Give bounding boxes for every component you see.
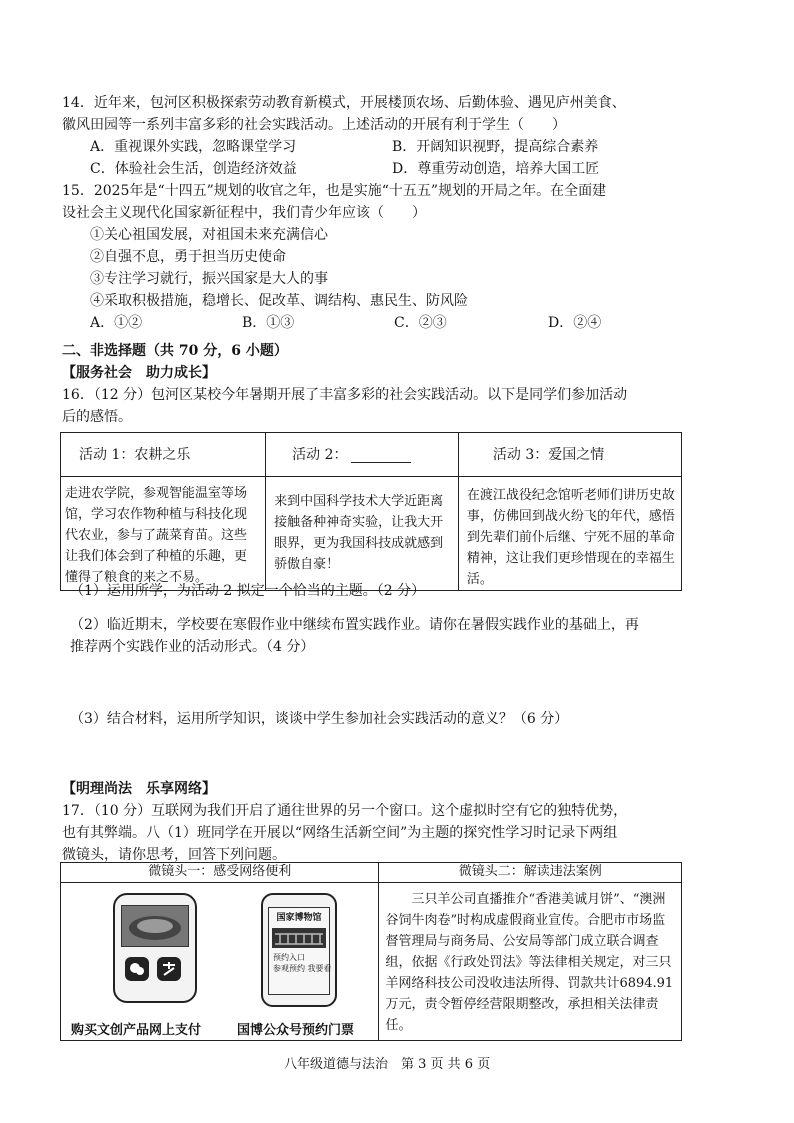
bronze-artifact-icon: [122, 906, 188, 946]
alipay-icon: [157, 957, 181, 981]
section2-title: 二、非选择题（共 70 分，6 小题）: [62, 343, 288, 359]
q15-statement-1: ①关心祖国发展，对祖国未来充满信心: [90, 227, 328, 243]
q16-header-activity3: 活动 3：爱国之情: [458, 433, 681, 477]
q17-case-cell: [379, 883, 682, 1041]
q15-line1: 15．2025年是“十四五”规划的收官之年，也是实施“十五五”规划的开局之年。在全面建: [62, 183, 607, 199]
q14-option-c: C．体验社会生活，创造经济效益: [90, 161, 297, 177]
q16-cell-activity3: 在渡江战役纪念馆听老师们讲历史故事，仿佛回到战火纷飞的年代，感悟到先辈们前仆后继、宁死不屈的革命精神，这让我们更珍惜现在的幸福生活。: [458, 477, 681, 591]
q17-header-1: 微镜头一：感受网络便利: [61, 863, 379, 883]
q14-option-a: A．重视课外实践，忽略课堂学习: [90, 139, 297, 155]
museum-watch-button[interactable]: 我要看: [307, 964, 332, 973]
q15-statement-2: ②自强不息，勇于担当历史使命: [90, 249, 286, 265]
phone-museum-image: [261, 893, 337, 1007]
q15-option-a: A．①②: [90, 315, 143, 331]
museum-building-photo: [272, 928, 326, 948]
q15-line2: 设社会主义现代化国家新征程中，我们青少年应该（ ）: [62, 205, 426, 221]
q14-line1: 14．近年来，包河区积极探索劳动教育新模式，开展楼顶农场、后勤体验、遇见庐州美食、: [62, 95, 626, 111]
q15-option-b: B．①③: [242, 315, 295, 331]
q16-cell-activity2: 来到中国科学技术大学近距离接触备种神奇实验，让我大开眼界，更为我国科技成就感到骄傲自豪！: [266, 477, 459, 591]
section-theme-service: 【服务社会 助力成长】: [62, 365, 216, 381]
q17-line3: 微镜头，请你思考，回答下列问题。: [62, 847, 286, 863]
q16-header-activity1: 活动 1：农耕之乐: [61, 433, 266, 477]
museum-title: 国家博物馆: [276, 913, 322, 923]
q16-part2-line1: （2）临近期末，学校要在寒假作业中继续布置实践作业。请你在暑假实践作业的基础上，再: [70, 617, 639, 633]
wechat-pay-icon: [125, 957, 149, 981]
museum-entry-label: 预约入口: [273, 953, 305, 962]
q16-activity2-blank[interactable]: [351, 448, 411, 463]
q16-part3: （3）结合材料，运用所学知识，谈谈中学生参加社会实践活动的意义？（6 分）: [70, 711, 569, 727]
q15-statement-3: ③专注学习就行，振兴国家是大人的事: [90, 271, 328, 287]
q14-option-b: B．开阔知识视野，提高综合素养: [392, 139, 599, 155]
q14-option-d: D．尊重劳动创造，培养大国工匠: [392, 161, 600, 177]
q16-part2-line2: 推荐两个实践作业的活动形式。（4 分）: [70, 639, 315, 655]
section-theme-network: 【明理尚法 乐享网络】: [62, 781, 216, 797]
q15-statement-4: ④采取积极措施，稳增长、促改革、调结构、惠民生、防风险: [90, 293, 468, 309]
q16-cell-activity1: 走进农学院，参观智能温室等场馆，学习农作物种植与科技化现代农业，参与了蔬菜育苗。这些让我们体会到了种植的乐趣，更懂得了粮食的来之不易。: [61, 477, 266, 591]
phone-payment-image: [113, 893, 197, 1003]
museum-app-screen: [268, 907, 330, 995]
caption-online-payment: 购买文创产品网上支付: [71, 1023, 202, 1038]
museum-visit-button[interactable]: 参观预约: [273, 964, 305, 973]
page-footer: 八年级道德与法治 第 3 页 共 6 页: [284, 1057, 491, 1072]
q17-line1: 17．（10 分）互联网为我们开启了通往世界的另一个窗口。这个虚拟时空有它的独特优势，: [62, 803, 628, 819]
q17-case-text: 三只羊公司直播推介“香港美诚月饼”、“澳洲谷饲牛肉卷”时构成虚假商业宣传。合肥市市场监督管理局与商务局、公安局等部门成立联合调查组，依据《行政处罚法》等法律相关规定，对三只羊网络科技公司没收违法所得、罚款共计6894.91 万元，责令暂停经营限期整改，承担相关法律责任。: [385, 892, 674, 1033]
cultural-product-photo: [121, 905, 189, 947]
q17-image-cell: [61, 883, 379, 1041]
q17-header-2: 微镜头二：解读违法案例: [379, 863, 682, 883]
q14-line2: 徽风田园等一系列丰富多彩的社会实践活动。上述活动的开展有利于学生（ ）: [62, 117, 566, 133]
q17-line2: 也有其弊端。八（1）班同学在开展以“网络生活新空间”为主题的探究性学习时记录下两组: [62, 825, 618, 841]
q15-option-c: C．②③: [394, 315, 447, 331]
q15-option-d: D．②④: [548, 315, 602, 331]
q16-line2: 后的感悟。: [62, 409, 132, 425]
caption-ticket-booking: 国博公众号预约门票: [237, 1023, 355, 1038]
q16-activity-table: [60, 432, 682, 591]
q17-table: [60, 862, 682, 1041]
q16-part1: （1）运用所学，为活动 2 拟定一个恰当的主题。（2 分）: [70, 583, 426, 599]
q16-line1: 16．（12 分）包河区某校今年暑期开展了丰富多彩的社会实践活动。以下是同学们参加活动: [62, 387, 628, 403]
q16-header-activity2: 活动 2：: [266, 433, 459, 477]
